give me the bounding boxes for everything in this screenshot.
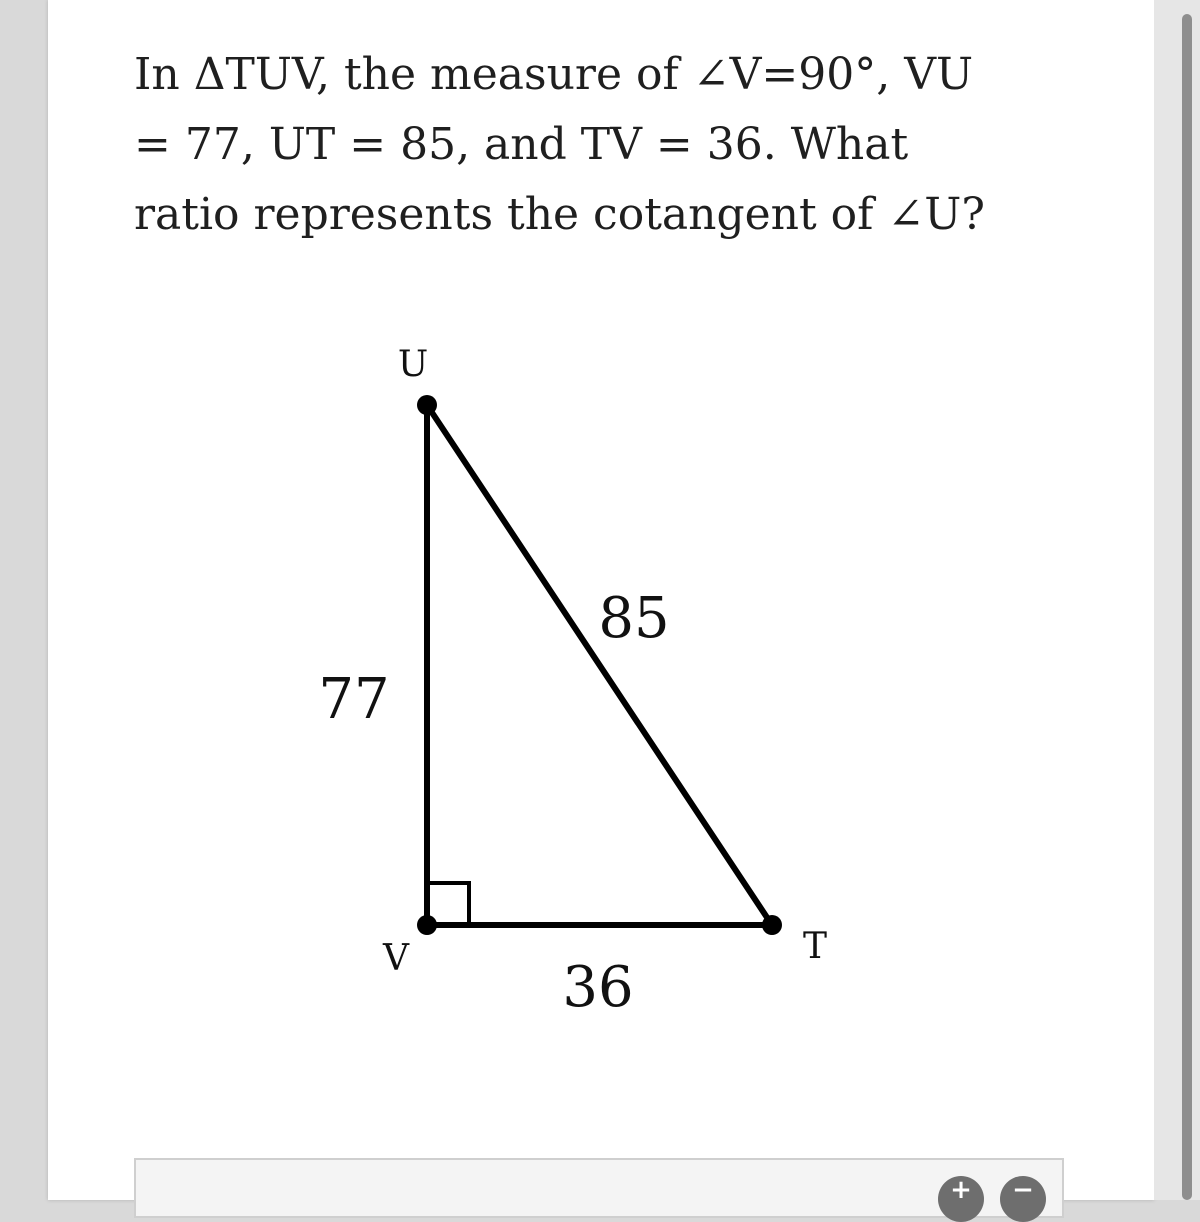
vertex-t-label: T [802,926,828,967]
side-tv-label: 36 [562,955,634,1020]
vertex-t-point [762,915,782,935]
side-ut-label: 85 [598,586,670,651]
answer-input[interactable] [134,1158,1064,1218]
vertex-v-label: V [383,938,409,979]
remove-button[interactable] [1000,1176,1046,1222]
minus-icon: − [1012,1175,1034,1205]
add-button[interactable] [938,1176,984,1222]
side-ut [427,405,772,925]
vertex-u-point [417,395,437,415]
vertex-v-point [417,915,437,935]
question-text: In ΔTUV, the measure of ∠V=90°, VU = 77, UT = 85, and TV = 36. What ratio represents the cotangent of ∠U? [134,49,985,240]
side-vu-label: 77 [318,667,390,732]
plus-icon: + [950,1175,972,1205]
vertex-u-label: U [397,344,429,385]
